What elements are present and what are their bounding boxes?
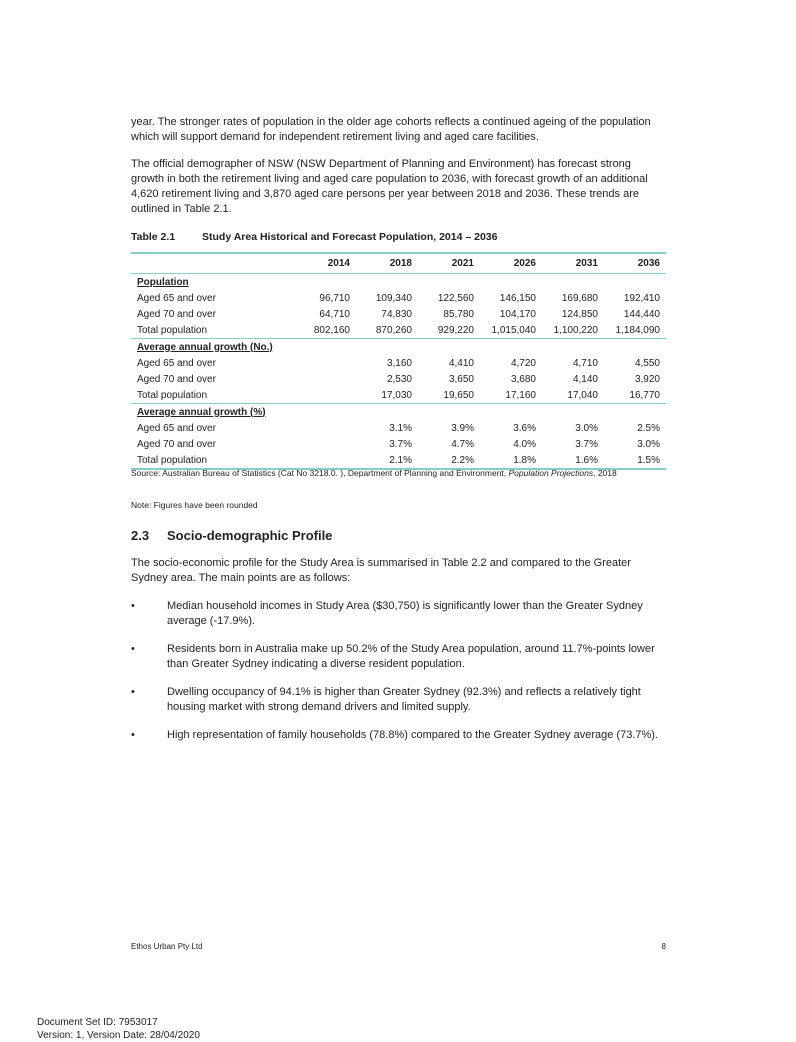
cell: 4,720 [510,357,536,369]
table-note: Note: Figures have been rounded [131,500,258,510]
cell: 3,650 [448,373,474,385]
cell: 192,410 [623,292,660,304]
list-item [131,599,666,629]
table-caption [131,231,497,243]
cell: 122,560 [437,292,474,304]
cell: 3,920 [634,373,660,385]
document-version: Version: 1, Version Date: 28/04/2020 [37,1030,200,1041]
cell: 2.1% [356,452,418,469]
cell [294,355,356,371]
cell: 3.7% [389,438,412,450]
header-blank [131,253,294,274]
cell: 2.2% [418,452,480,469]
section-heading-2-3 [131,528,332,543]
header-year: 2018 [356,253,418,274]
cell: 3.0% [575,422,598,434]
bullet-list [131,599,666,756]
row-label: Total population [137,389,208,401]
list-item-text: Dwelling occupancy of 94.1% is higher than Greater Sydney (92.3%) and reflects a relatively tight housing market with strong demand drivers and limited supply. [167,686,641,713]
cell: 4,710 [572,357,598,369]
list-item [131,685,666,715]
cell: 3,680 [510,373,536,385]
cell: 3.0% [637,438,660,450]
cell: 4.7% [451,438,474,450]
cell: 17,030 [381,389,412,401]
header-year: 2026 [480,253,542,274]
cell: 802,160 [313,324,350,336]
cell: 17,040 [567,389,598,401]
cell: 3.9% [451,422,474,434]
cell: 17,160 [505,389,536,401]
cell: 104,170 [499,308,536,320]
row-label: Aged 70 and over [137,438,216,450]
table-header-row [131,253,666,274]
footer-company: Ethos Urban Pty Ltd [131,942,203,951]
section-heading: Population [137,276,189,288]
cell: 144,440 [623,308,660,320]
cell: 3.6% [513,422,536,434]
cell: 2.5% [637,422,660,434]
section-heading-row [131,274,666,291]
source-publication: Population Projections [508,468,594,478]
header-year: 2036 [604,253,666,274]
bullet-icon: • [131,686,135,698]
cell [294,371,356,387]
cell: 74,830 [381,308,412,320]
source-year: , 2018 [593,468,617,478]
cell: 4,140 [572,373,598,385]
cell: 3,160 [386,357,412,369]
bullet-icon: • [131,729,135,741]
population-table [131,252,666,470]
row-label: Total population [131,452,294,469]
row-label: Total population [137,324,208,336]
cell: 1,100,220 [553,324,598,336]
table-row [131,290,666,306]
cell: 124,850 [561,308,598,320]
section-number: 2.3 [131,528,150,543]
table-number: Table 2.1 [131,231,176,243]
cell: 4,550 [634,357,660,369]
list-item-text: Residents born in Australia make up 50.2% of the Study Area population, around 11.7%-points lower than Greater Sydney indicating a diverse resident population. [167,643,655,670]
section-heading-row [131,339,666,356]
cell [294,387,356,404]
bullet-icon: • [131,643,135,655]
cell: 1,184,090 [615,324,660,336]
section-heading: Average annual growth (%) [131,404,666,421]
table-source [131,465,666,481]
cell: 169,680 [561,292,598,304]
cell: 19,650 [443,389,474,401]
header-year: 2021 [418,253,480,274]
row-label: Aged 65 and over [137,292,216,304]
document-set-id: Document Set ID: 7953017 [37,1017,158,1028]
cell: 870,260 [375,324,412,336]
table-row [131,322,666,339]
table-row [131,420,666,436]
row-label: Aged 65 and over [137,357,216,369]
source-text: Source: Australian Bureau of Statistics (Cat No 3218.0. ), Department of Planning and Environment, [131,468,509,478]
cell [294,420,356,436]
row-label: Aged 65 and over [137,422,216,434]
cell: 1.5% [604,452,666,469]
section-heading: Average annual growth (No.) [131,339,666,356]
table-row [131,371,666,387]
list-item [131,642,666,672]
cell: 4,410 [448,357,474,369]
list-item [131,728,666,743]
table-title: Study Area Historical and Forecast Population, 2014 – 2036 [202,231,498,243]
cell: 2,530 [386,373,412,385]
list-item-text: Median household incomes in Study Area ($30,750) is significantly lower than the Greater Sydney average (-17.9%). [167,600,643,627]
intro-paragraph-2: The official demographer of NSW (NSW Department of Planning and Environment) has forecast strong growth in both the retirement living and aged care population to 2036, with forecast growth of an additional 4,620 retirement living and 3,870 aged care persons per year between 2018 and 2036. These trends are outlined in Table 2.1. [131,158,648,215]
intro-paragraph-1: year. The stronger rates of population in the older age cohorts reflects a continued ageing of the population which will support demand for independent retirement living and aged care facilities. [131,116,651,143]
cell: 3.1% [389,422,412,434]
cell: 1.8% [480,452,542,469]
table-row [131,306,666,322]
table-row [131,436,666,452]
cell: 109,340 [375,292,412,304]
table-row [131,387,666,404]
footer-page-number: 8 [661,942,666,951]
bullet-icon: • [131,600,135,612]
section-heading-row [131,404,666,421]
cell [294,436,356,452]
cell: 1,015,040 [491,324,536,336]
section-intro: The socio-economic profile for the Study Area is summarised in Table 2.2 and compared to the Greater Sydney area. The main points are as follows: [131,557,631,584]
cell: 146,150 [499,292,536,304]
cell: 16,770 [629,389,660,401]
cell: 3.7% [575,438,598,450]
cell: 64,710 [319,308,350,320]
list-item-text: High representation of family households (78.8%) compared to the Greater Sydney average (73.7%). [167,729,658,741]
row-label: Aged 70 and over [137,373,216,385]
header-year: 2031 [542,253,604,274]
cell: 929,220 [437,324,474,336]
cell: 96,710 [319,292,350,304]
row-label: Aged 70 and over [137,308,216,320]
section-title: Socio-demographic Profile [167,528,333,543]
header-year: 2014 [294,253,356,274]
cell: 4.0% [513,438,536,450]
cell: 85,780 [443,308,474,320]
cell: 1.6% [542,452,604,469]
table-row [131,355,666,371]
